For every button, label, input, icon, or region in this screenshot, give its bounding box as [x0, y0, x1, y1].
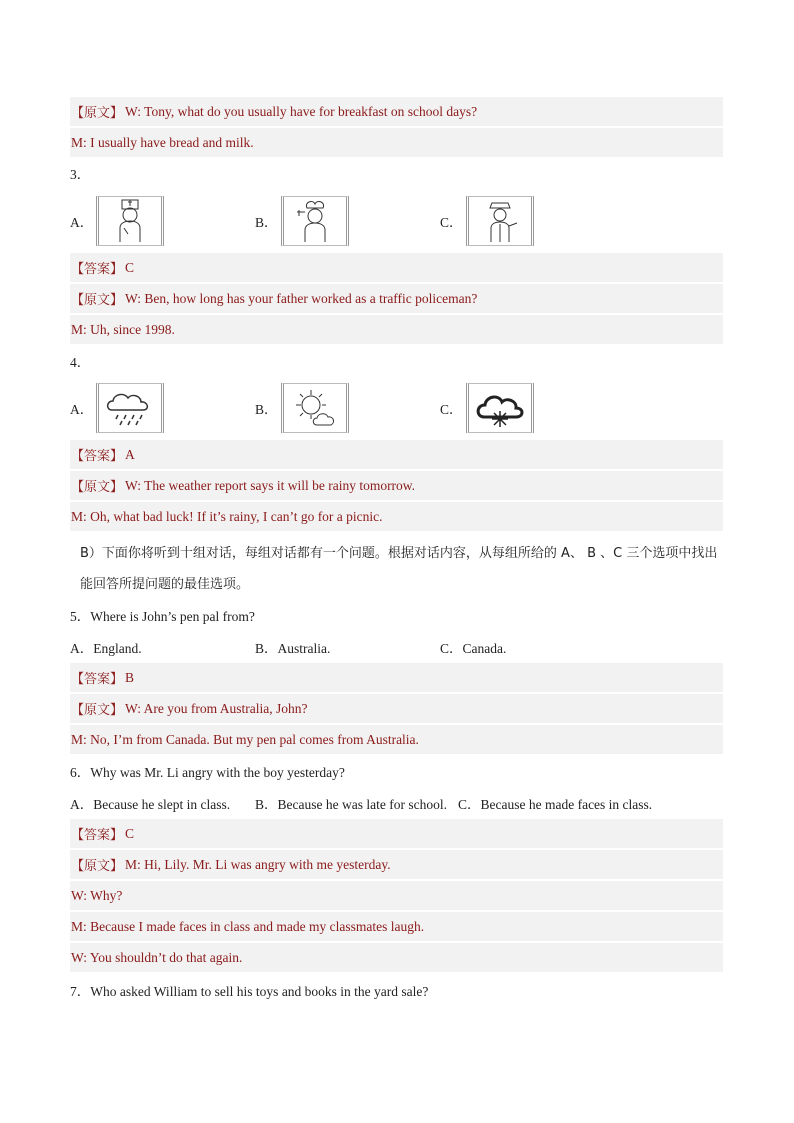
transcript-text: W: Tony, what do you usually have for breakfast on school days? [125, 103, 478, 119]
transcript-text: M: No, I’m from Canada. But my pen pal comes from Australia. [71, 731, 419, 747]
option-c[interactable]: C．Canada. [440, 641, 507, 656]
transcript-row [70, 284, 723, 313]
transcript-text: W: The weather report says it will be rainy tomorrow. [125, 477, 416, 493]
question-text: 7．Who asked William to sell his toys and books in the yard sale? [70, 984, 429, 999]
transcript-tag: 【原文】 [71, 480, 124, 495]
option-label: C． [440, 402, 463, 417]
rain-cloud-icon [96, 383, 164, 433]
question-text: 5．Where is John’s pen pal from? [70, 609, 255, 624]
chef-icon [281, 196, 349, 246]
option-a[interactable] [70, 196, 164, 246]
transcript-tag: 【原文】 [71, 293, 124, 308]
transcript-row [70, 881, 723, 910]
option-label: B． [255, 215, 278, 230]
answer-row [70, 440, 723, 469]
option-label: C． [440, 215, 463, 230]
answer-text: C [125, 825, 135, 841]
doctor-icon [96, 196, 164, 246]
answer-text: A [125, 446, 135, 462]
answer-row [70, 253, 723, 282]
transcript-text: M: I usually have bread and milk. [71, 134, 254, 150]
transcript-text: M: Because I made faces in class and made my classmates laugh. [71, 918, 425, 934]
option-a[interactable]: A．Because he slept in class. [70, 797, 231, 812]
transcript-text: W: You shouldn’t do that again. [71, 949, 243, 965]
snow-cloud-icon [466, 383, 534, 433]
traffic-policeman-icon [466, 196, 534, 246]
option-c[interactable]: C．Because he made faces in class. [458, 797, 653, 812]
answer-tag: 【答案】 [71, 262, 124, 277]
option-label: A． [70, 402, 94, 417]
transcript-row [70, 128, 723, 157]
question-text: 6．Why was Mr. Li angry with the boy yesterday? [70, 765, 345, 780]
transcript-row [70, 97, 723, 126]
question-number: 4． [70, 355, 91, 370]
answer-tag: 【答案】 [71, 672, 124, 687]
transcript-text: M: Uh, since 1998. [71, 321, 175, 337]
option-b[interactable]: B．Australia. [255, 641, 331, 656]
option-b[interactable] [255, 196, 349, 246]
transcript-row [70, 912, 723, 941]
transcript-text: W: Ben, how long has your father worked as a traffic policeman? [125, 290, 478, 306]
transcript-text: W: Are you from Australia, John? [125, 700, 308, 716]
option-b[interactable] [255, 383, 349, 433]
transcript-tag: 【原文】 [71, 106, 124, 121]
transcript-row [70, 315, 723, 344]
section-instructions: B）下面你将听到十组对话，每组对话都有一个问题。根据对话内容，从每组所给的 A、 B 、C 三个选项中找出能回答所提问题的最佳选项。 [80, 546, 718, 592]
answer-tag: 【答案】 [71, 828, 124, 843]
transcript-text: M: Hi, Lily. Mr. Li was angry with me yesterday. [125, 856, 391, 872]
transcript-row [70, 694, 723, 723]
option-label: A． [70, 215, 94, 230]
question-number: 3． [70, 167, 91, 182]
option-c[interactable] [440, 196, 534, 246]
transcript-text: M: Oh, what bad luck! If it’s rainy, I can’t go for a picnic. [71, 508, 383, 524]
transcript-text: W: Why? [71, 887, 123, 903]
transcript-row [70, 850, 723, 879]
answer-row [70, 663, 723, 692]
answer-text: C [125, 259, 135, 275]
transcript-tag: 【原文】 [71, 703, 124, 718]
transcript-row [70, 471, 723, 500]
option-a[interactable] [70, 383, 164, 433]
transcript-row [70, 502, 723, 531]
option-label: B． [255, 402, 278, 417]
answer-tag: 【答案】 [71, 449, 124, 464]
answer-text: B [125, 669, 135, 685]
option-c[interactable] [440, 383, 534, 433]
sun-cloud-icon [281, 383, 349, 433]
answer-row [70, 819, 723, 848]
transcript-row [70, 943, 723, 972]
transcript-row [70, 725, 723, 754]
option-a[interactable]: A．England. [70, 641, 142, 656]
option-b[interactable]: B．Because he was late for school. [255, 797, 447, 812]
transcript-tag: 【原文】 [71, 859, 124, 874]
